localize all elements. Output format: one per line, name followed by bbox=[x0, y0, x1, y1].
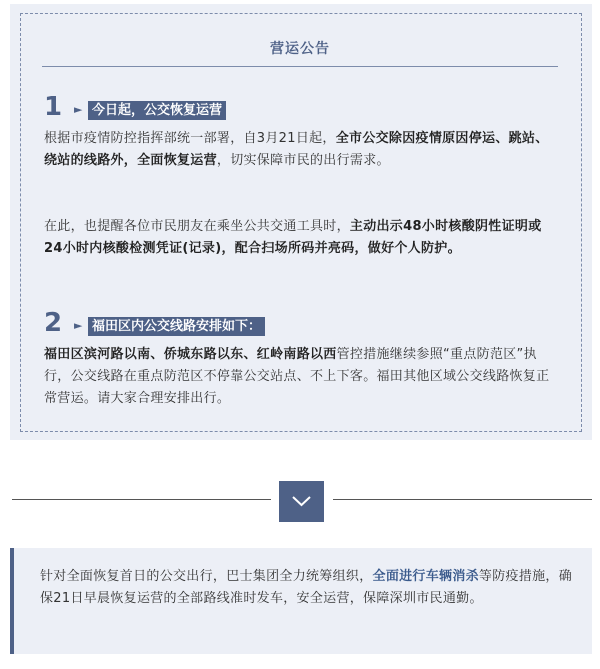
text-span: 管控措施继续参照“重点防范区”执行，公交线路在重点防范区不停靠公交站点、不上下客。福田其他区域公交线路恢复正常营运。请大家合理安排出行。 bbox=[44, 347, 550, 406]
triangle-right-icon: ► bbox=[74, 103, 83, 116]
text-span: ，切实保障市民的出行需求。 bbox=[216, 153, 390, 168]
divider-line-right bbox=[333, 499, 592, 500]
bold-span: 主动出示48小时核酸阴性证明或24小时内核酸检测凭证(记录)，配合扫场所码并亮码，做好个人防护。 bbox=[44, 219, 542, 256]
text-span: 在此，也提醒各位市民朋友在乘坐公共交通工具时， bbox=[44, 219, 350, 234]
triangle-right-icon: ► bbox=[74, 319, 83, 332]
notice-title: 营运公告 bbox=[270, 41, 330, 57]
bold-span: 全市公交除因疫情原因停运、跳站、绕站的线路外，全面恢复运营 bbox=[44, 131, 549, 168]
text-span: 等防疫措施，确保21日早晨恢复运营的全部路线准时发车，安全运营，保障深圳市民通勤。 bbox=[40, 569, 573, 606]
chevron-down-icon bbox=[291, 493, 312, 510]
text-span: 根据市疫情防控指挥部统一部署，自3月21日起， bbox=[44, 131, 336, 146]
title-underline bbox=[42, 66, 558, 67]
section-2-paragraph-1 bbox=[44, 344, 560, 410]
chevron-down-button[interactable] bbox=[279, 481, 324, 522]
section-1-paragraph-2 bbox=[44, 216, 560, 260]
section-1-label: 今日起，公交恢复运营 bbox=[88, 101, 226, 120]
info-panel bbox=[10, 548, 592, 654]
section-1-paragraph-1 bbox=[44, 128, 560, 172]
divider-line-left bbox=[12, 499, 271, 500]
info-paragraph bbox=[40, 566, 580, 610]
highlight-span: 全面进行车辆消杀 bbox=[372, 569, 479, 584]
bold-span: 福田区滨河路以南、侨城东路以东、红岭南路以西 bbox=[44, 347, 337, 362]
text-span: 针对全面恢复首日的公交出行，巴士集团全力统筹组织， bbox=[40, 569, 373, 584]
section-2-label: 福田区内公交线路安排如下： bbox=[88, 317, 265, 336]
section-1-number: 1 bbox=[44, 92, 63, 122]
section-2-number: 2 bbox=[44, 308, 63, 338]
